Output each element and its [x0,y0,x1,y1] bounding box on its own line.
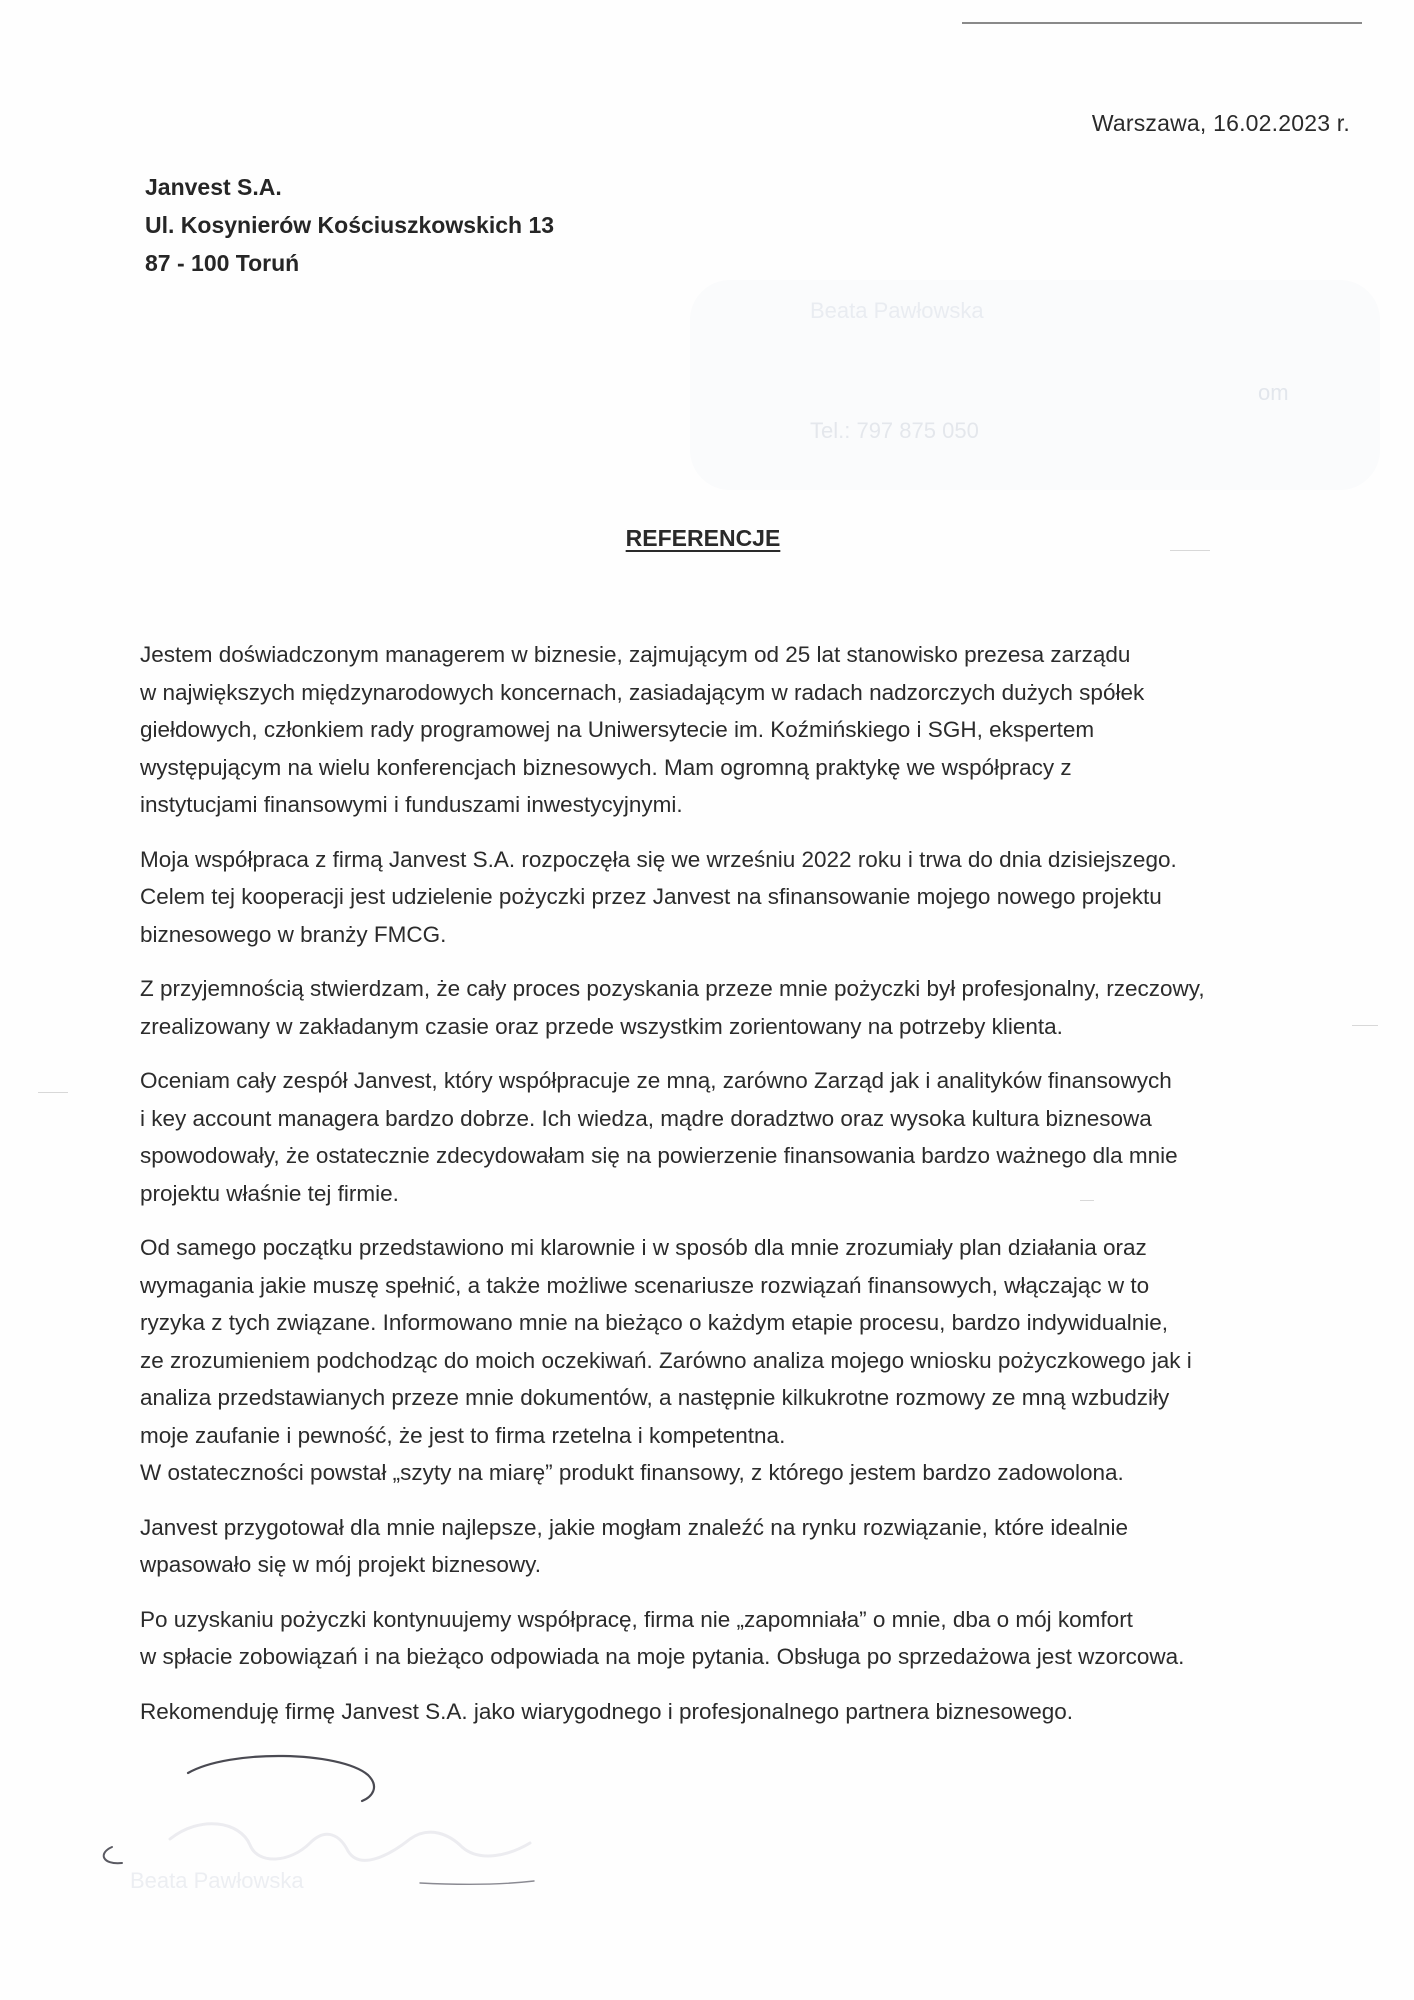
text-line: wpasowało się w mój projekt biznesowy. [140,1552,542,1577]
text-line: Celem tej kooperacji jest udzielenie pożyczki przez Janvest na sfinansowanie mojego nowego projektu [140,884,1162,909]
text-line: zrealizowany w zakładanym czasie oraz przede wszystkim zorientowany na potrzeby klienta. [140,1013,1063,1039]
paragraph-recommendation [140,1693,1340,1731]
paragraph-details [140,1229,1340,1492]
document-title-text: REFERENCJE [625,525,781,551]
text-line: biznesowego w branży FMCG. [140,921,447,947]
paragraph-team [140,1062,1340,1212]
text-line: występującym na wielu konferencjach biznesowych. Mam ogromną praktykę we współpracy z [140,754,1072,780]
text-line: Od samego początku przedstawiono mi klarownie i w sposób dla mnie zrozumiały plan działania oraz [140,1235,1147,1260]
text-line: ryzyka z tych związane. Informowano mnie na bieżąco o każdym etapie procesu, bardzo indywidualnie, [140,1310,1169,1335]
text-line: moje zaufanie i pewność, że jest to firma rzetelna i kompetentna. [140,1422,786,1448]
text-line: w spłacie zobowiązań i na bieżąco odpowiada na moje pytania. Obsługa po sprzedażowa jest wzorcowa. [140,1644,1185,1669]
text-line: i key account managera bardzo dobrze. Ich wiedza, mądre doradztwo oraz wysoka kultura biznesowa [140,1105,1152,1131]
text-line: analiza przedstawianych przeze mnie dokumentów, a następnie kilkukrotne rozmowy ze mną wzbudziły [140,1385,1170,1410]
text-line: w największych międzynarodowych koncernach, zasiadającym w radach nadzorczych dużych spółek [140,679,1145,705]
stamp-suffix: om [1258,380,1289,405]
text-line: ze zrozumieniem podchodząc do moich oczekiwań. Zarówno analiza mojego wniosku pożyczkowego jak i [140,1347,1192,1373]
signature-printed-name: Beata Pawłowska [130,1868,304,1893]
recipient-street: Ul. Kosynierów Kościuszkowskich 13 [145,212,555,238]
scan-speck [1352,1025,1378,1026]
paragraph-process [140,970,1340,1045]
recipient-name: Janvest S.A. [145,174,282,200]
text-line: Moja współpraca z firmą Janvest S.A. rozpoczęła się we wrześniu 2022 roku i trwa do dnia dzisiejszego. [140,846,1177,872]
date-line: Warszawa, 16.02.2023 r. [1091,110,1350,136]
text-line: Po uzyskaniu pożyczki kontynuujemy współpracę, firma nie „zapomniała” o mnie, dba o mój komfort [140,1606,1133,1632]
text-line: Oceniam cały zespół Janvest, który współpracuje ze mną, zarówno Zarząd jak i analityków finansowych [140,1068,1172,1093]
paragraph-cooperation [140,841,1340,954]
text-line: projektu właśnie tej firmie. [140,1180,399,1206]
letter-body [140,636,1340,1730]
paragraph-intro [140,636,1340,824]
text-line: spowodowały, że ostatecznie zdecydowałam się na powierzenie finansowania bardzo ważnego dla mnie [140,1143,1178,1168]
text-line: wymagania jakie muszę spełnić, a także możliwe scenariusze rozwiązań finansowych, włączając w to [140,1272,1150,1298]
stamp-phone: Tel.: 797 875 050 [810,418,979,443]
recipient-address [145,168,554,282]
text-line: W ostateczności powstał „szyty na miarę” produkt finansowy, z którego jestem bardzo zadowolona. [140,1460,1124,1485]
top-rule [962,22,1362,24]
text-line: Janvest przygotował dla mnie najlepsze, jakie mogłam znaleźć na rynku rozwiązanie, które idealnie [140,1514,1129,1540]
paragraph-solution [140,1509,1340,1584]
text-line: giełdowych, członkiem rady programowej na Uniwersytecie im. Koźmińskiego i SGH, ekspertem [140,717,1095,742]
document-title [0,525,1414,552]
stamp-name: Beata Pawłowska [810,298,984,323]
scan-speck [38,1092,68,1093]
text-line: Jestem doświadczonym managerem w biznesie, zajmującym od 25 lat stanowisko prezesa zarządu [140,642,1131,667]
text-line: Rekomenduję firmę Janvest S.A. jako wiarygodnego i profesjonalnego partnera biznesowego. [140,1698,1074,1724]
paragraph-aftercare [140,1601,1340,1676]
recipient-city: 87 - 100 Toruń [145,250,300,276]
scan-speck [1170,550,1210,551]
text-line: Z przyjemnością stwierdzam, że cały proces pozyskania przeze mnie pożyczki był profesjonalny, rzeczowy, [140,976,1205,1001]
scan-speck [1080,1200,1094,1201]
text-line: instytucjami finansowymi i funduszami inwestycyjnymi. [140,792,683,817]
